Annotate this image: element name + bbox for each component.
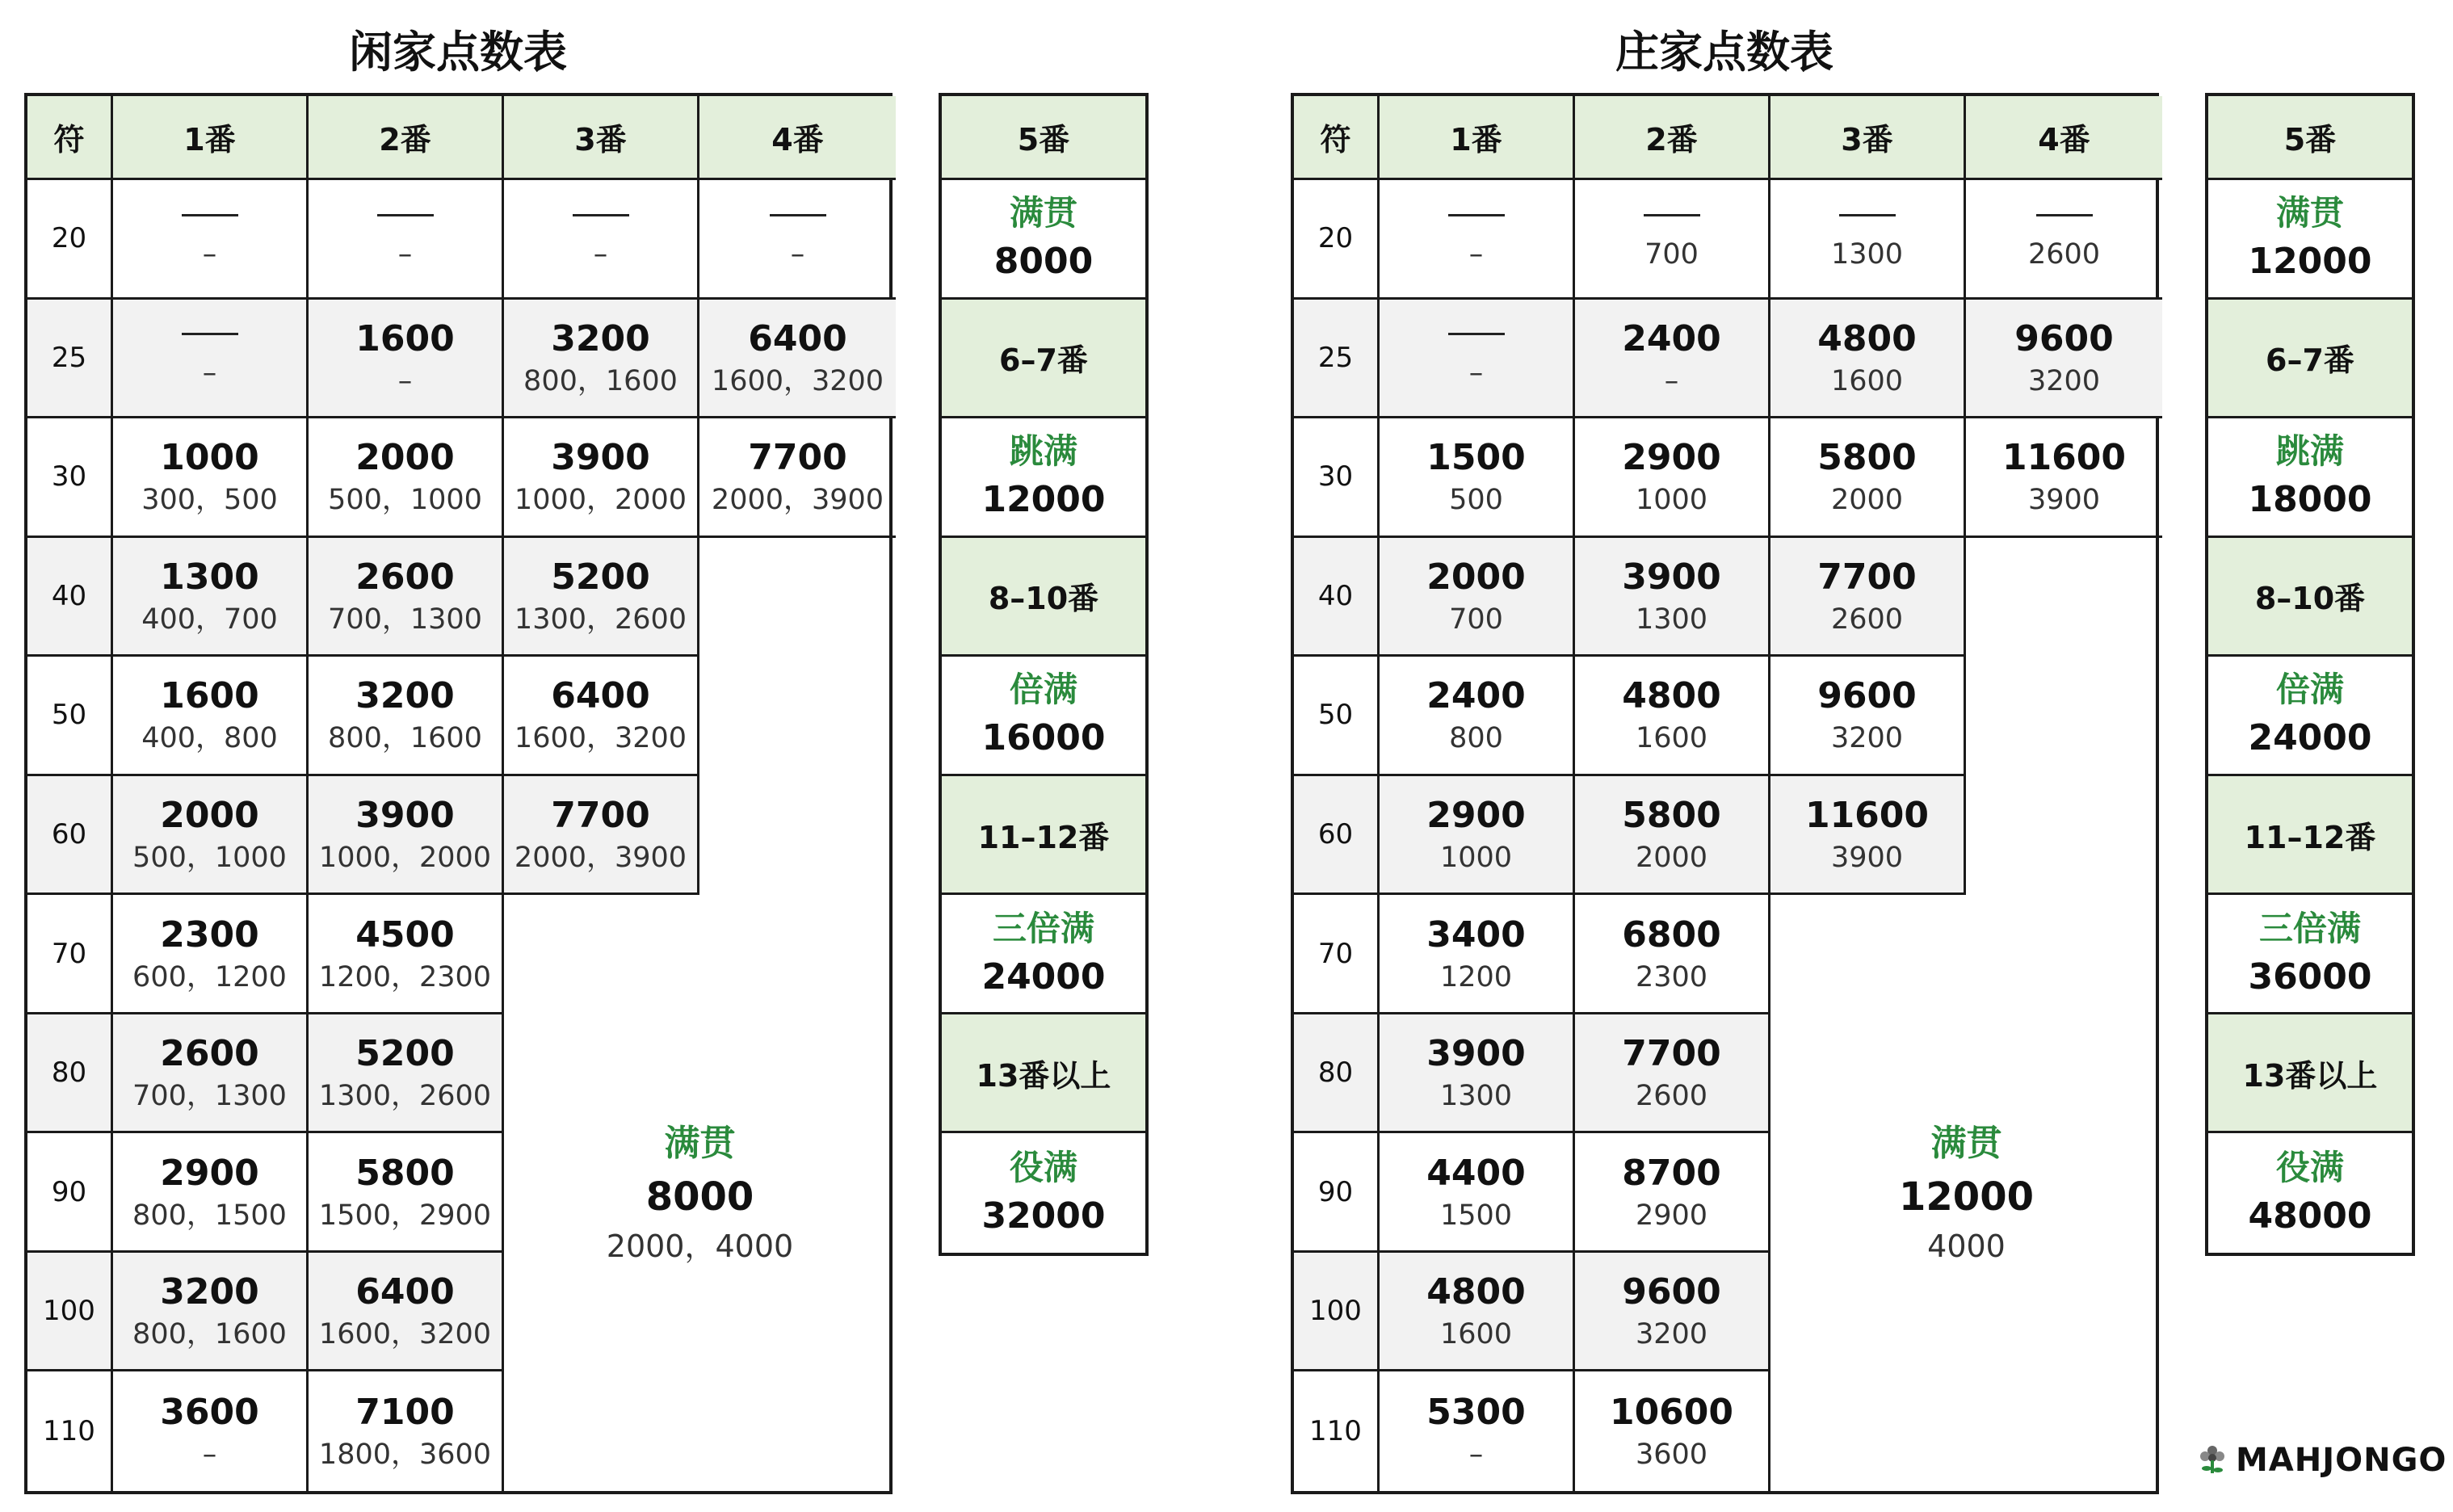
score-main: 2000 (160, 794, 259, 836)
limit-name: 三倍满 (2258, 908, 2361, 948)
header-cell: 符 (1294, 96, 1380, 180)
score-cell (504, 776, 699, 896)
score-cell (1380, 418, 1575, 538)
score-sub: – (1468, 237, 1484, 271)
score-cell (1575, 300, 1770, 419)
score-main: 6400 (355, 1271, 455, 1313)
score-main: 10600 (1609, 1392, 1734, 1434)
header-cell: 符 (27, 96, 113, 180)
score-cell (113, 776, 309, 896)
fu-cell: 30 (1294, 418, 1380, 538)
score-sub: 1000，2000 (318, 841, 492, 874)
score-sub: 3200 (1635, 1318, 1708, 1351)
score-cell (113, 895, 309, 1014)
limit-header: 5番 (942, 96, 1145, 180)
score-cell (1380, 776, 1575, 896)
score-sub: 1000 (1439, 841, 1513, 874)
score-main: 9600 (2014, 317, 2114, 359)
non-dealer-limit-table (939, 93, 1149, 1256)
score-sub: 1200，2300 (318, 960, 492, 993)
fu-cell: 50 (27, 657, 113, 776)
score-sub: 1500 (1439, 1199, 1513, 1232)
fu-cell: 60 (27, 776, 113, 896)
score-cell (1575, 1371, 1770, 1491)
limit-value: 36000 (2248, 956, 2372, 998)
score-main: 2900 (1622, 437, 1721, 479)
header-cell: 2番 (309, 96, 504, 180)
score-main: 4800 (1817, 317, 1917, 359)
score-cell (309, 895, 504, 1014)
score-sub: 1300，2600 (318, 1080, 492, 1113)
header-cell: 3番 (1770, 96, 1966, 180)
non-dealer-title: 闲家点数表 (349, 27, 567, 78)
mahjongo-logo (2197, 1442, 2447, 1479)
score-sub: 3900 (1830, 841, 1904, 874)
mangan-sub: 2000，4000 (606, 1228, 794, 1265)
limit-range: 13番以上 (2242, 1057, 2378, 1094)
score-sub: 1300 (1439, 1080, 1513, 1113)
logo-text: MAHJONGO (2236, 1442, 2447, 1479)
score-main: 7700 (748, 437, 847, 479)
score-main: 3200 (355, 675, 455, 717)
limit-name: 役满 (2275, 1148, 2344, 1188)
score-sub: 400，700 (141, 603, 278, 636)
limit-range: 8–10番 (2254, 581, 2366, 617)
score-sub: 700 (1449, 603, 1503, 636)
mangan-label: 满贯 (1930, 1123, 2002, 1165)
limit-range: 13番以上 (976, 1057, 1111, 1094)
score-sub: 1600 (1830, 364, 1904, 397)
fu-cell: 40 (1294, 538, 1380, 657)
score-main: 3600 (160, 1392, 259, 1434)
fu-cell: 90 (27, 1133, 113, 1253)
score-cell (1380, 538, 1575, 657)
score-main: 11600 (1804, 794, 1930, 836)
score-cell (1575, 895, 1770, 1014)
score-main: 2600 (355, 556, 455, 598)
score-sub: – (790, 237, 805, 271)
dash-mark (1448, 214, 1505, 216)
limit-value: 12000 (981, 479, 1106, 521)
score-main: 6800 (1622, 914, 1721, 956)
score-main: 5800 (1817, 437, 1917, 479)
score-sub: 500，1000 (132, 841, 287, 874)
fu-cell: 90 (1294, 1133, 1380, 1253)
score-main: 5200 (355, 1033, 455, 1075)
score-cell (1966, 418, 2162, 538)
limit-value: 16000 (981, 717, 1106, 759)
score-cell (699, 418, 896, 538)
header-cell: 1番 (113, 96, 309, 180)
limit-value-cell (942, 418, 1145, 538)
score-sub: – (397, 237, 413, 271)
score-cell (1575, 1253, 1770, 1372)
header-cell: 4番 (699, 96, 896, 180)
limit-name: 满贯 (1009, 193, 1077, 233)
score-main: 3900 (355, 794, 455, 836)
score-cell (1380, 1133, 1575, 1253)
fu-cell: 110 (27, 1371, 113, 1491)
score-sub: 800，1500 (132, 1199, 287, 1232)
score-sub: 800，1600 (523, 364, 678, 397)
score-cell (113, 1253, 309, 1372)
limit-name: 跳满 (2275, 431, 2344, 472)
score-cell (113, 1371, 309, 1491)
limit-value-cell (942, 657, 1145, 776)
fu-cell: 50 (1294, 657, 1380, 776)
limit-value: 8000 (993, 241, 1094, 283)
limit-value-cell (942, 895, 1145, 1014)
dash-mark (1644, 214, 1700, 216)
score-cell (504, 538, 699, 657)
score-main: 4800 (1426, 1271, 1526, 1313)
fu-cell: 30 (27, 418, 113, 538)
flower-logo-icon (2197, 1443, 2228, 1478)
fu-cell: 25 (1294, 300, 1380, 419)
limit-value-cell (2208, 1133, 2412, 1253)
score-sub: – (202, 357, 217, 390)
score-sub: 300，500 (141, 484, 278, 517)
score-cell (1575, 538, 1770, 657)
limit-name: 倍满 (1009, 670, 1077, 710)
limit-value: 12000 (2248, 241, 2372, 283)
score-cell (113, 418, 309, 538)
limit-value-cell (942, 1133, 1145, 1253)
header-cell: 3番 (504, 96, 699, 180)
limit-range: 6–7番 (999, 342, 1088, 379)
score-cell (1770, 538, 1966, 657)
limit-range: 11–12番 (2244, 819, 2376, 855)
fu-cell: 70 (1294, 895, 1380, 1014)
limit-range-cell (942, 538, 1145, 657)
fu-cell: 110 (1294, 1371, 1380, 1491)
score-sub: 2600 (1830, 603, 1904, 636)
fu-cell: 20 (1294, 180, 1380, 300)
score-cell (113, 538, 309, 657)
fu-cell: 20 (27, 180, 113, 300)
score-sub: 1000 (1635, 484, 1708, 517)
dash-mark (770, 214, 826, 216)
score-cell (309, 776, 504, 896)
score-sub: 2900 (1635, 1199, 1708, 1232)
score-sub: 1500，2900 (318, 1199, 492, 1232)
score-sub: 1800，3600 (318, 1438, 492, 1472)
dealer-title: 庄家点数表 (1615, 27, 1833, 78)
score-cell (113, 180, 309, 300)
score-cell (504, 418, 699, 538)
score-sub: 2300 (1635, 960, 1708, 993)
score-main: 2400 (1426, 675, 1526, 717)
score-cell (309, 657, 504, 776)
score-sub: – (1664, 364, 1679, 397)
limit-range-cell (942, 776, 1145, 896)
score-sub: 1300 (1830, 237, 1904, 271)
score-main: 5800 (1622, 794, 1721, 836)
score-sub: – (1468, 1438, 1484, 1472)
score-cell (1380, 1371, 1575, 1491)
limit-range-cell (942, 300, 1145, 419)
score-sub: 1300，2600 (514, 603, 687, 636)
score-sub: 1600，3200 (514, 722, 687, 755)
limit-range: 6–7番 (2266, 342, 2354, 379)
score-cell (1380, 300, 1575, 419)
score-cell (309, 538, 504, 657)
score-sub: 3900 (2027, 484, 2101, 517)
score-cell (113, 300, 309, 419)
score-sub: 700 (1644, 237, 1699, 271)
limit-range-cell (2208, 300, 2412, 419)
score-cell (1575, 1133, 1770, 1253)
score-sub: 1000，2000 (514, 484, 687, 517)
score-cell (309, 1133, 504, 1253)
mangan-cell (1770, 895, 2162, 1491)
score-main: 8700 (1622, 1152, 1721, 1194)
score-main: 5800 (355, 1152, 455, 1194)
score-cell (1575, 657, 1770, 776)
dash-mark (377, 214, 434, 216)
score-cell (309, 1014, 504, 1134)
header-cell: 4番 (1966, 96, 2162, 180)
header-cell: 2番 (1575, 96, 1770, 180)
score-main: 3200 (160, 1271, 259, 1313)
score-sub: 1600 (1439, 1318, 1513, 1351)
fu-cell: 40 (27, 538, 113, 657)
dash-mark (182, 214, 238, 216)
limit-name: 倍满 (2275, 670, 2344, 710)
limit-range-cell (2208, 538, 2412, 657)
limit-value: 24000 (981, 956, 1106, 998)
score-sub: 600，1200 (132, 960, 287, 993)
score-sub: 2600 (1635, 1080, 1708, 1113)
dealer-score-table (1291, 93, 2159, 1494)
dash-mark (2036, 214, 2093, 216)
score-sub: 500 (1449, 484, 1503, 517)
score-sub: – (202, 1438, 217, 1472)
score-cell (1770, 180, 1966, 300)
limit-value-cell (2208, 895, 2412, 1014)
dash-mark (182, 333, 238, 335)
score-cell (1380, 895, 1575, 1014)
score-main: 6400 (748, 317, 847, 359)
fu-cell: 100 (27, 1253, 113, 1372)
score-sub: 1200 (1439, 960, 1513, 993)
score-sub: 400，800 (141, 722, 278, 755)
score-sub: 1600，3200 (318, 1318, 492, 1351)
score-main: 3400 (1426, 914, 1526, 956)
score-cell (699, 180, 896, 300)
limit-value-cell (2208, 657, 2412, 776)
score-main: 1600 (355, 317, 455, 359)
score-main: 6400 (551, 675, 650, 717)
limit-range-cell (942, 1014, 1145, 1134)
header-cell: 1番 (1380, 96, 1575, 180)
score-cell (1966, 300, 2162, 419)
score-main: 7700 (1817, 556, 1917, 598)
score-main: 2600 (160, 1033, 259, 1075)
limit-value: 48000 (2248, 1195, 2372, 1237)
score-sub: 3200 (2027, 364, 2101, 397)
score-cell (504, 657, 699, 776)
fu-cell: 80 (1294, 1014, 1380, 1134)
score-main: 4800 (1622, 675, 1721, 717)
empty-cell (699, 538, 896, 896)
score-main: 1600 (160, 675, 259, 717)
score-sub: 800 (1449, 722, 1503, 755)
fu-cell: 70 (27, 895, 113, 1014)
score-sub: – (1468, 357, 1484, 390)
score-sub: 2000，3900 (514, 841, 687, 874)
score-sub: 1600，3200 (711, 364, 884, 397)
limit-value-cell (942, 180, 1145, 300)
score-main: 2000 (355, 437, 455, 479)
score-sub: – (202, 237, 217, 271)
fu-cell: 25 (27, 300, 113, 419)
score-main: 2900 (160, 1152, 259, 1194)
score-cell (1575, 1014, 1770, 1134)
score-main: 7700 (551, 794, 650, 836)
score-main: 4400 (1426, 1152, 1526, 1194)
non-dealer-score-table (24, 93, 893, 1494)
score-cell (1966, 180, 2162, 300)
score-cell (1770, 418, 1966, 538)
score-main: 7100 (355, 1392, 455, 1434)
limit-value: 18000 (2248, 479, 2372, 521)
score-cell (699, 300, 896, 419)
fu-cell: 100 (1294, 1253, 1380, 1372)
score-sub: 2000 (1635, 841, 1708, 874)
score-cell (504, 180, 699, 300)
score-main: 2000 (1426, 556, 1526, 598)
score-main: 1000 (160, 437, 259, 479)
score-cell (113, 657, 309, 776)
mangan-value: 12000 (1899, 1174, 2034, 1220)
mangan-sub: 4000 (1927, 1228, 2006, 1265)
score-sub: 800，1600 (328, 722, 482, 755)
score-cell (1770, 776, 1966, 896)
score-cell (1770, 300, 1966, 419)
score-main: 4500 (355, 914, 455, 956)
mangan-cell (504, 895, 896, 1491)
score-sub: 2000，3900 (711, 484, 884, 517)
limit-value: 24000 (2248, 717, 2372, 759)
score-cell (113, 1014, 309, 1134)
limit-range-cell (2208, 776, 2412, 896)
score-cell (309, 180, 504, 300)
limit-name: 跳满 (1009, 431, 1077, 472)
score-cell (1575, 776, 1770, 896)
score-main: 1300 (160, 556, 259, 598)
score-main: 2300 (160, 914, 259, 956)
score-cell (1380, 657, 1575, 776)
score-main: 9600 (1622, 1271, 1721, 1313)
score-main: 5300 (1426, 1392, 1526, 1434)
score-sub: 700，1300 (132, 1080, 287, 1113)
score-sub: 2000 (1830, 484, 1904, 517)
dash-mark (573, 214, 629, 216)
limit-value-cell (2208, 180, 2412, 300)
score-sub: 3200 (1830, 722, 1904, 755)
fu-cell: 60 (1294, 776, 1380, 896)
limit-header: 5番 (2208, 96, 2412, 180)
score-main: 1500 (1426, 437, 1526, 479)
score-sub: – (593, 237, 608, 271)
score-cell (113, 1133, 309, 1253)
score-cell (1380, 1014, 1575, 1134)
score-cell (1380, 180, 1575, 300)
score-sub: 700，1300 (328, 603, 482, 636)
score-sub: 1300 (1635, 603, 1708, 636)
score-cell (309, 1253, 504, 1372)
score-sub: 2600 (2027, 237, 2101, 271)
mangan-value: 8000 (645, 1174, 754, 1220)
empty-cell (1966, 538, 2162, 896)
score-main: 2900 (1426, 794, 1526, 836)
score-main: 2400 (1622, 317, 1721, 359)
score-cell (309, 1371, 504, 1491)
limit-name: 役满 (1009, 1148, 1077, 1188)
score-main: 3900 (1426, 1033, 1526, 1075)
limit-value-cell (2208, 418, 2412, 538)
score-main: 11600 (2001, 437, 2127, 479)
score-main: 7700 (1622, 1033, 1721, 1075)
score-main: 3900 (551, 437, 650, 479)
score-cell (1380, 1253, 1575, 1372)
limit-range: 8–10番 (988, 581, 1099, 617)
score-main: 3900 (1622, 556, 1721, 598)
score-cell (309, 418, 504, 538)
score-sub: 1600 (1635, 722, 1708, 755)
dash-mark (1448, 333, 1505, 335)
limit-value: 32000 (981, 1195, 1106, 1237)
mangan-label: 满贯 (664, 1123, 736, 1165)
limit-range: 11–12番 (977, 819, 1110, 855)
limit-range-cell (2208, 1014, 2412, 1134)
score-sub: 3600 (1635, 1438, 1708, 1472)
dash-mark (1839, 214, 1896, 216)
dealer-limit-table (2205, 93, 2415, 1256)
score-cell (1575, 418, 1770, 538)
limit-name: 满贯 (2275, 193, 2344, 233)
score-cell (309, 300, 504, 419)
fu-cell: 80 (27, 1014, 113, 1134)
score-cell (1770, 657, 1966, 776)
score-main: 5200 (551, 556, 650, 598)
score-sub: 800，1600 (132, 1318, 287, 1351)
score-main: 9600 (1817, 675, 1917, 717)
score-sub: – (397, 364, 413, 397)
score-main: 3200 (551, 317, 650, 359)
limit-name: 三倍满 (992, 908, 1094, 948)
score-cell (1575, 180, 1770, 300)
score-cell (504, 300, 699, 419)
score-sub: 500，1000 (328, 484, 482, 517)
